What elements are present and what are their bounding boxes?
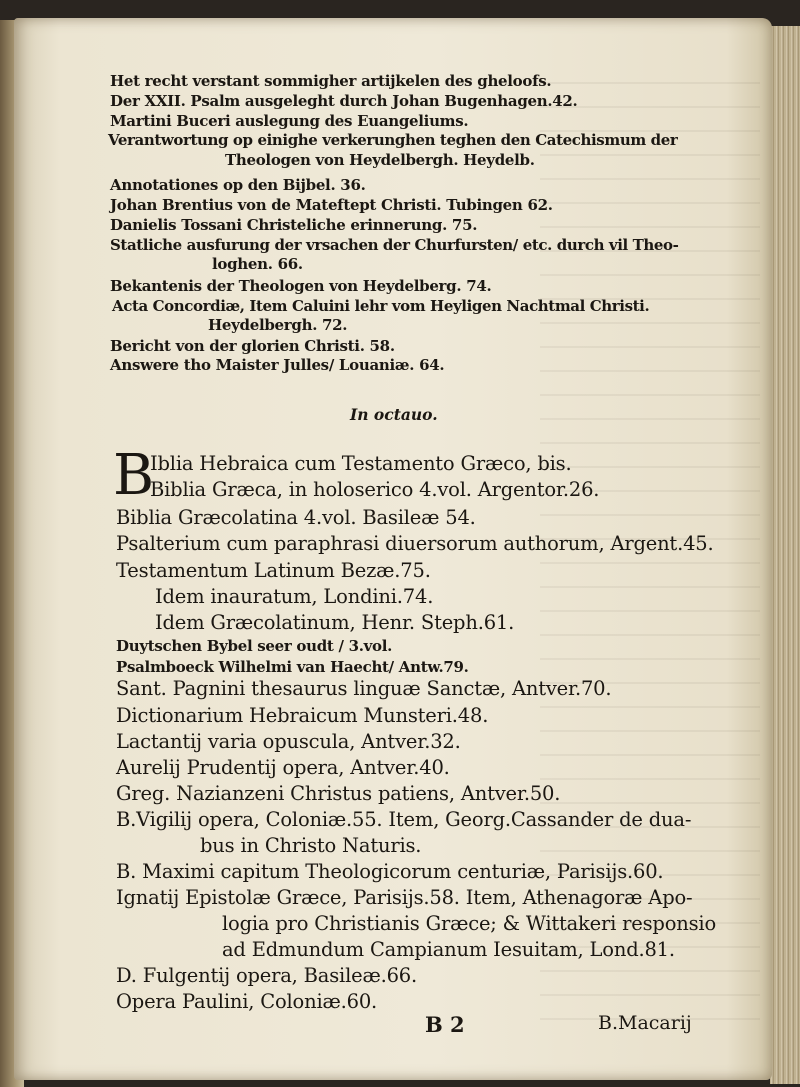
entry-german-3: Martini Buceri auslegung des Euangeliums.: [110, 112, 469, 130]
entry-latin-1: Iblia Hebraica cum Testamento Græco, bis.: [150, 452, 572, 475]
entry-latin-12: Lactantij varia opuscula, Antver.32.: [116, 730, 461, 753]
entry-latin-2: Biblia Græca, in holoserico 4.vol. Argentor.26.: [150, 478, 600, 501]
entry-german-4-cont: Theologen von Heydelbergh. Heydelb.: [225, 151, 535, 169]
entry-german-8-cont: loghen. 66.: [212, 255, 303, 273]
entry-german-11: Bericht von der glorien Christi. 58.: [110, 337, 395, 355]
entry-latin-8: Duytschen Bybel seer oudt / 3.vol.: [116, 637, 393, 655]
entry-german-6: Johan Brentius von de Mateftept Christi. Tubingen 62.: [110, 196, 553, 214]
entry-german-8: Statliche ausfurung der vrsachen der Churfursten/ etc. durch vil Theo-: [110, 236, 679, 254]
entry-latin-9: Psalmboeck Wilhelmi van Haecht/ Antw.79.: [116, 658, 469, 676]
entry-latin-11: Dictionarium Hebraicum Munsteri.48.: [116, 704, 489, 727]
entry-latin-10: Sant. Pagnini thesaurus linguæ Sanctæ, Antver.70.: [116, 677, 612, 700]
entry-latin-15-cont: bus in Christo Naturis.: [200, 834, 422, 857]
entry-latin-17: Ignatij Epistolæ Græce, Parisijs.58. Item, Athenagoræ Apo-: [116, 886, 693, 909]
entry-german-2: Der XXII. Psalm ausgeleght durch Johan Bugenhagen.42.: [110, 92, 578, 110]
drop-cap: B: [113, 443, 155, 508]
entry-latin-16: B. Maximi capitum Theologicorum centuriæ, Parisijs.60.: [116, 860, 664, 883]
entry-latin-19: Opera Paulini, Coloniæ.60.: [116, 990, 378, 1013]
entry-latin-3: Biblia Græcolatina 4.vol. Basileæ 54.: [116, 506, 476, 529]
entry-german-10-cont: Heydelbergh. 72.: [208, 316, 348, 334]
entry-latin-18: D. Fulgentij opera, Basileæ.66.: [116, 964, 417, 987]
entry-german-7: Danielis Tossani Christeliche erinnerung. 75.: [110, 216, 478, 234]
entry-latin-7: Idem Græcolatinum, Henr. Steph.61.: [155, 611, 515, 634]
entry-german-12: Answere tho Maister Julles/ Louaniæ. 64.: [110, 356, 445, 374]
entry-latin-15: B.Vigilij opera, Coloniæ.55. Item, Georg.Cassander de dua-: [116, 808, 692, 831]
entry-german-10: Acta Concordiæ, Item Caluini lehr vom Heyligen Nachtmal Christi.: [112, 297, 650, 315]
entry-latin-17-cont-2: ad Edmundum Campianum Iesuitam, Lond.81.: [222, 938, 675, 961]
catchword: B.Macarij: [598, 1012, 692, 1034]
entry-german-5: Annotationes op den Bijbel. 36.: [110, 176, 366, 194]
entry-german-4: Verantwortung op einighe verkerunghen teghen den Catechismum der: [108, 131, 678, 149]
entry-latin-6: Idem inauratum, Londini.74.: [155, 585, 434, 608]
entry-latin-4: Psalterium cum paraphrasi diuersorum authorum, Argent.45.: [116, 532, 714, 555]
signature-mark: B 2: [425, 1012, 465, 1037]
entry-latin-5: Testamentum Latinum Bezæ.75.: [116, 559, 431, 582]
entry-german-1: Het recht verstant sommigher artijkelen des gheloofs.: [110, 72, 552, 90]
page-edges: [770, 26, 800, 1084]
entry-german-9: Bekantenis der Theologen von Heydelberg. 74.: [110, 277, 492, 295]
entry-latin-13: Aurelij Prudentij opera, Antver.40.: [116, 756, 450, 779]
entry-latin-14: Greg. Nazianzeni Christus patiens, Antver.50.: [116, 782, 561, 805]
section-heading: In octauo.: [350, 405, 438, 424]
entry-latin-17-cont-1: logia pro Christianis Græce; & Wittakeri responsio: [222, 912, 717, 935]
